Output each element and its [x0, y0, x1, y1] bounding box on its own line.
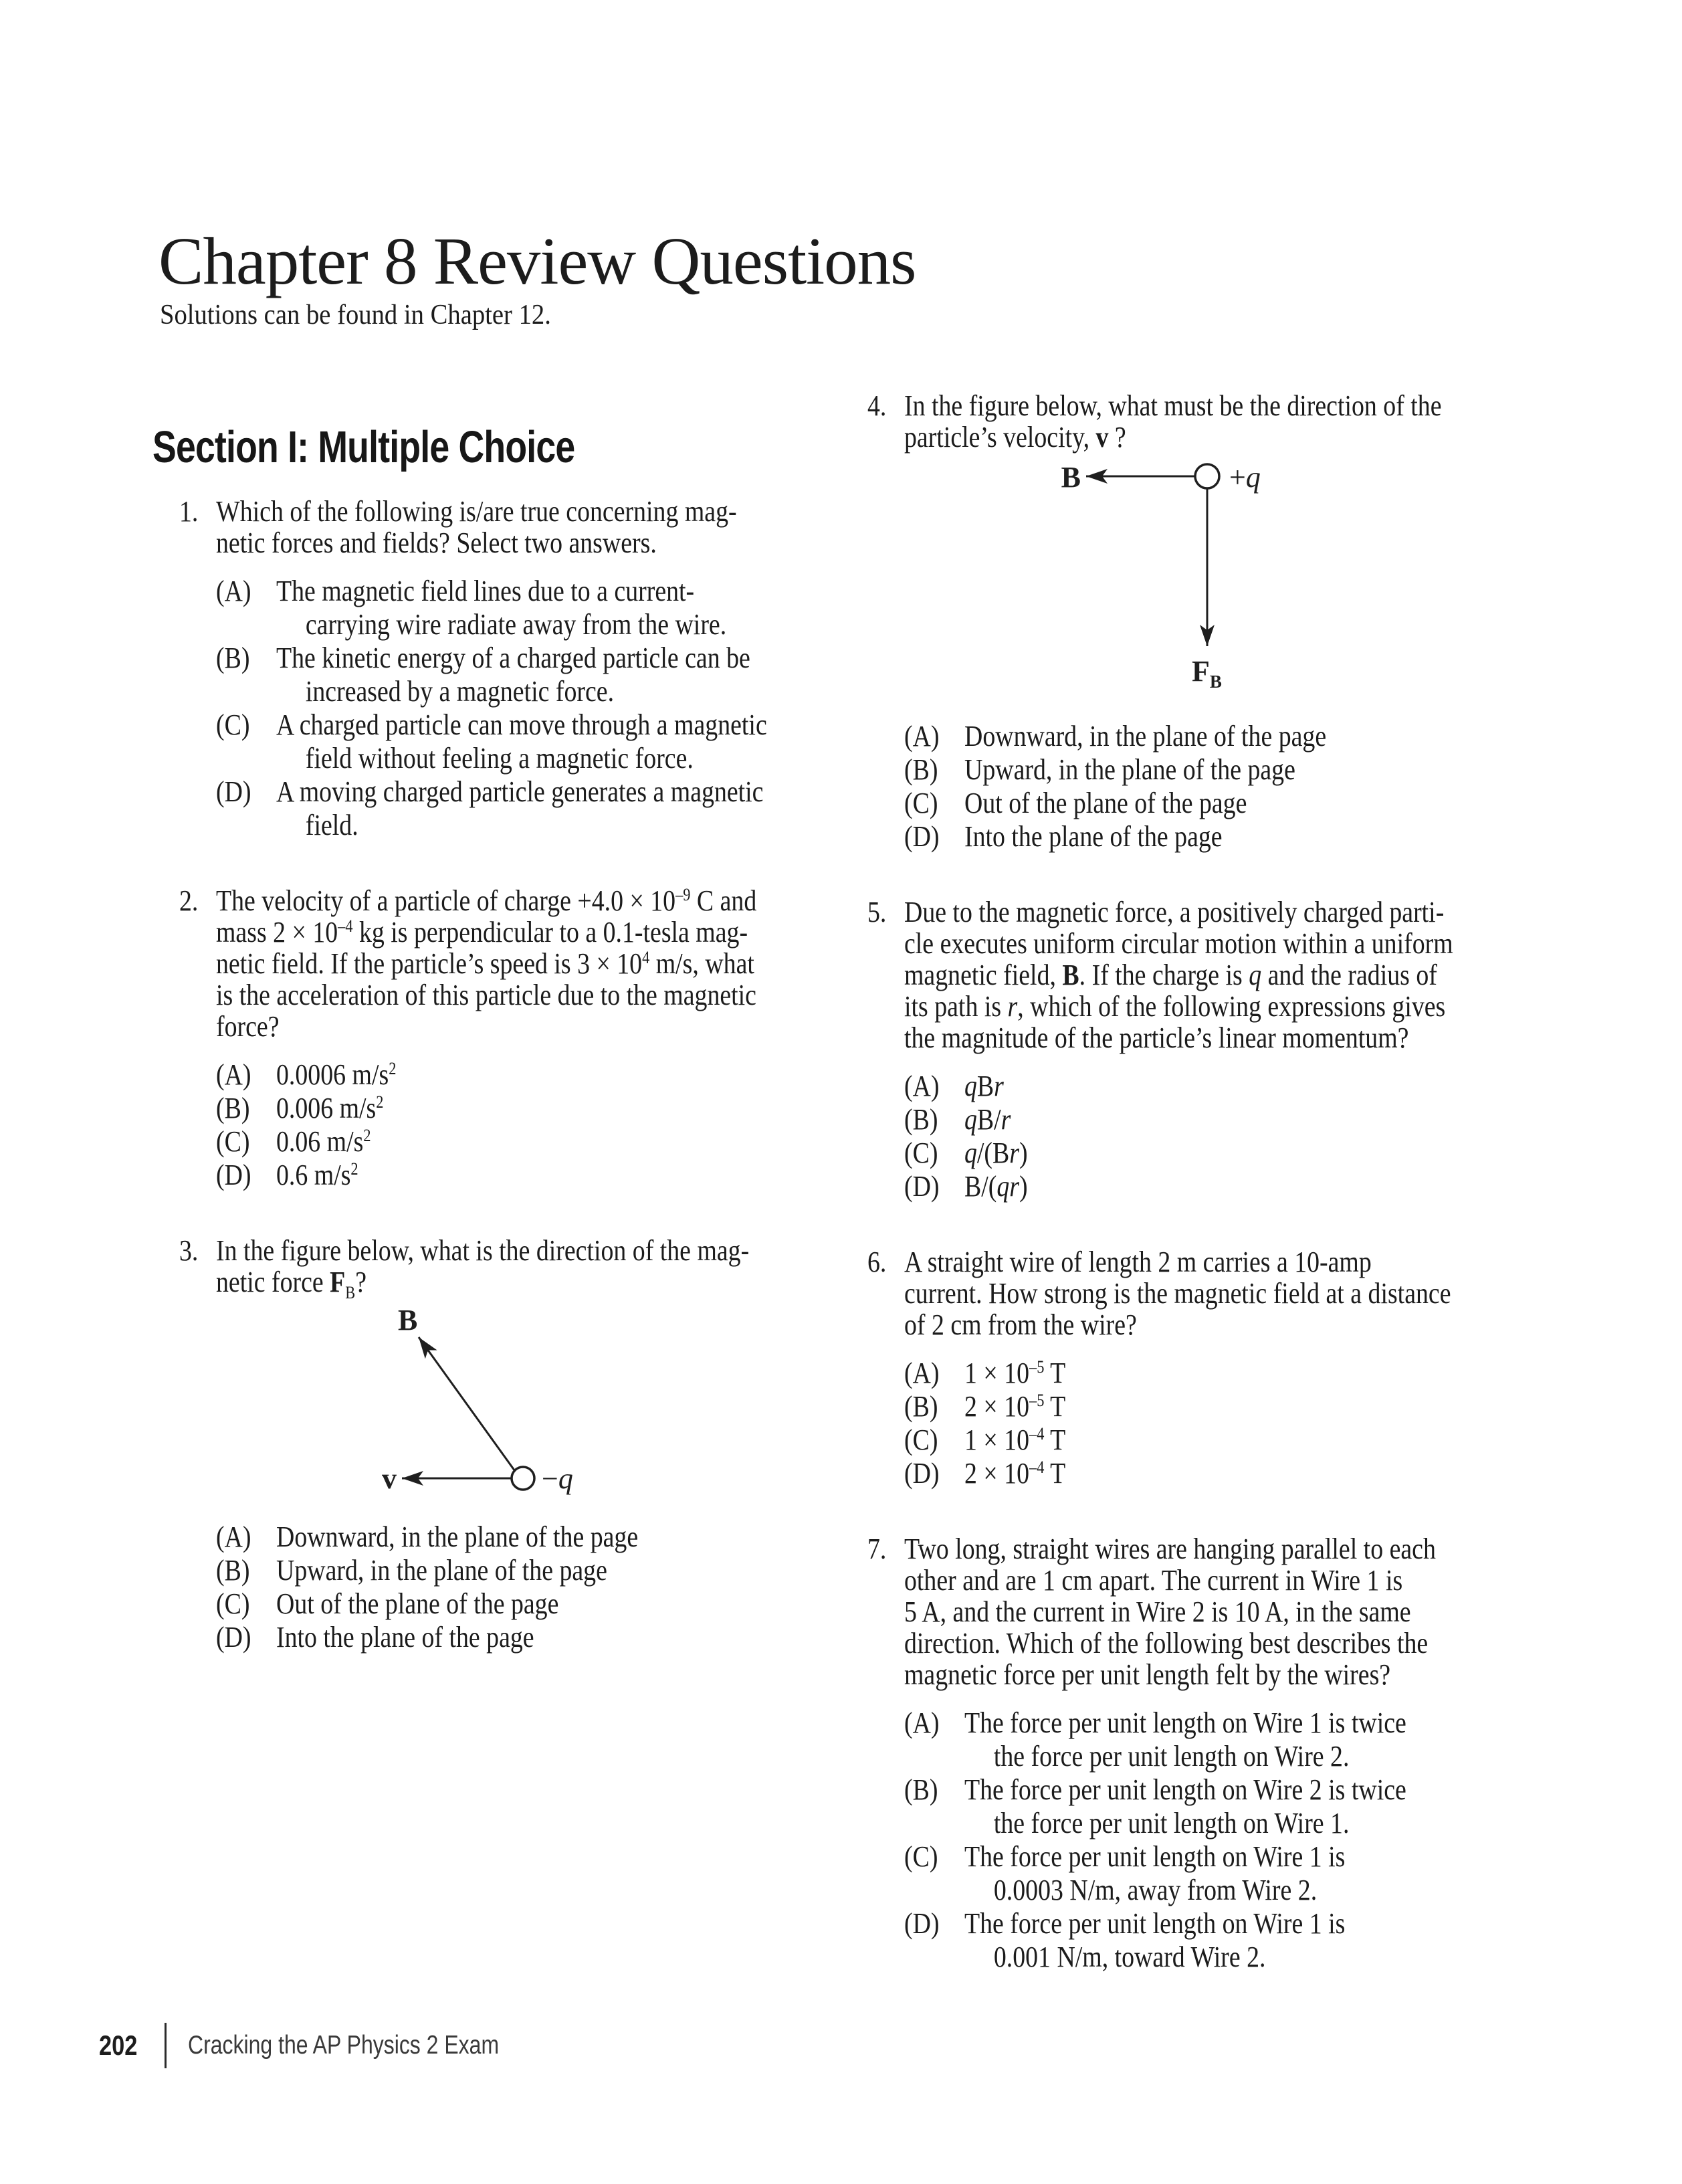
question-text-line: A straight wire of length 2 m carries a 10-amp	[904, 1246, 1372, 1278]
choice-label: (D)	[904, 820, 940, 853]
choice-text-line: 0.0006 $m/s^2$	[276, 1058, 397, 1091]
question-text-line: force?	[216, 1010, 280, 1043]
choice-text	[276, 708, 821, 775]
choice-row	[216, 1520, 821, 1554]
choice-label: (B)	[904, 1773, 938, 1806]
question-text-line: of 2 cm from the wire?	[904, 1308, 1137, 1341]
choice-row	[216, 575, 821, 641]
choice-text-line: the force per unit length on Wire 2.	[993, 1740, 1350, 1773]
force-label: $F_B$	[1192, 655, 1222, 692]
choice-label: (D)	[904, 1170, 940, 1203]
choice-row	[904, 1357, 1509, 1390]
velocity-label: v	[382, 1462, 397, 1495]
question-text-line: 5 A, and the current in Wire 2 is 10 A, in the same	[904, 1595, 1411, 1628]
question-text-line: Due to the magnetic force, a positively charged parti-	[904, 896, 1445, 928]
choice-row	[216, 641, 821, 708]
choice-text	[964, 1706, 1509, 1773]
question-block	[179, 1235, 821, 1654]
question-text-line: its path is r, which of the following expressions gives	[904, 990, 1446, 1023]
section-heading: Section I: Multiple Choice	[152, 421, 575, 472]
footer-divider	[165, 2023, 167, 2068]
question-text	[216, 885, 821, 1042]
choice-text-line: $1 \times 10^{-5}$ T	[964, 1357, 1066, 1389]
question-text	[904, 390, 1509, 453]
choice-text-line: A charged particle can move through a magnetic	[276, 708, 767, 741]
choice-text-line: $2 \times 10^{-5}$ T	[964, 1390, 1066, 1423]
choice-text	[276, 1554, 821, 1587]
choice-text-line: qB/r	[964, 1103, 1011, 1136]
choice-row	[904, 820, 1509, 854]
choice-row	[904, 720, 1509, 753]
question-block	[179, 496, 821, 842]
choice-label: (A)	[904, 1357, 940, 1389]
choice-label: (D)	[904, 1457, 940, 1490]
question-block	[179, 885, 821, 1192]
choice-label: (D)	[216, 1621, 251, 1654]
question-text	[216, 496, 821, 559]
choice-label: (A)	[904, 720, 940, 753]
choice-row	[904, 1840, 1509, 1907]
choice-label: (A)	[216, 575, 251, 607]
question-text-line: magnetic force per unit length felt by the wires?	[904, 1658, 1391, 1691]
question-text-line: mass $2 \times 10^{-4}$ kg is perpendicular to a 0.1-tesla mag-	[216, 916, 748, 949]
choice-text-line: the force per unit length on Wire 1.	[993, 1807, 1350, 1840]
choice-label: (A)	[904, 1706, 940, 1739]
question-block	[867, 896, 1509, 1203]
column	[179, 496, 821, 1697]
choice-text-line: B/(qr)	[964, 1170, 1028, 1203]
question-text-line: particle’s velocity, v ?	[904, 421, 1126, 454]
choice-text	[276, 1621, 821, 1654]
question-block	[867, 1533, 1509, 1974]
choice-row	[904, 1907, 1509, 1974]
choice-text-line: 0.0003 N/m, away from Wire 2.	[993, 1874, 1318, 1906]
choice-label: (B)	[904, 753, 938, 786]
page-subtitle: Solutions can be found in Chapter 12.	[160, 300, 551, 330]
choice-text-line: Downward, in the plane of the page	[276, 1520, 639, 1553]
choice-row	[216, 1621, 821, 1654]
choice-text	[964, 753, 1509, 787]
charge-label: +q	[1229, 461, 1261, 494]
choice-text	[964, 1136, 1509, 1170]
choice-label: (A)	[904, 1070, 940, 1102]
charge-circle	[1195, 464, 1219, 488]
choice-row	[904, 1390, 1509, 1423]
question-text-line: cle executes uniform circular motion within a uniform	[904, 927, 1453, 960]
question-text-line: magnetic field, B. If the charge is q and the radius of	[904, 959, 1437, 991]
choice-row	[904, 1423, 1509, 1457]
question-text-line: direction. Which of the following best describes the	[904, 1627, 1429, 1660]
choice-text-line: The force per unit length on Wire 1 is twice	[964, 1706, 1406, 1739]
choice-text-line: Out of the plane of the page	[276, 1587, 559, 1620]
choice-label: (B)	[904, 1103, 938, 1136]
choice-row	[904, 753, 1509, 787]
choice-row	[216, 1159, 821, 1192]
choice-text	[276, 575, 821, 641]
choice-label: (C)	[904, 787, 938, 819]
choice-row	[904, 1457, 1509, 1490]
choice-label: (D)	[216, 775, 251, 808]
question-number: 1.	[179, 495, 199, 528]
choice-label: (B)	[216, 1554, 250, 1587]
question-block	[867, 1246, 1509, 1490]
choice-label: (A)	[216, 1520, 251, 1553]
question-number: 2.	[179, 884, 199, 917]
question-text-line: other and are 1 cm apart. The current in Wire 1 is	[904, 1564, 1403, 1597]
choice-text-line: $1 \times 10^{-4}$ T	[964, 1423, 1066, 1456]
choice-row	[216, 1058, 821, 1092]
question-text-line: current. How strong is the magnetic field at a distance	[904, 1277, 1451, 1310]
choice-row	[216, 1125, 821, 1159]
choices-list	[904, 1706, 1509, 1974]
choice-label: (C)	[216, 1587, 250, 1620]
choice-text-line: The magnetic field lines due to a current-	[276, 575, 695, 607]
choice-text	[276, 1092, 821, 1125]
question-text-line: Which of the following is/are true concerning mag-	[216, 495, 737, 528]
choice-text-line: 0.006 $m/s^2$	[276, 1092, 384, 1124]
question-text	[904, 1246, 1509, 1341]
choice-label: (C)	[904, 1840, 938, 1873]
choice-text-line: carrying wire radiate away from the wire.	[305, 608, 727, 641]
choice-text	[964, 1457, 1509, 1490]
choice-text	[964, 1070, 1509, 1103]
choice-text-line: Downward, in the plane of the page	[964, 720, 1327, 753]
choice-row	[904, 1170, 1509, 1203]
choice-text-line: qBr	[964, 1070, 1004, 1102]
question-text-line: Two long, straight wires are hanging parallel to each	[904, 1532, 1436, 1565]
choice-text	[964, 1840, 1509, 1907]
question-text	[216, 1234, 821, 1302]
choice-text-line: field without feeling a magnetic force.	[305, 742, 694, 775]
choice-text-line: Upward, in the plane of the page	[276, 1554, 607, 1587]
choice-text-line: $2 \times 10^{-4}$ T	[964, 1457, 1066, 1490]
choice-text	[964, 720, 1509, 753]
choice-text-line: Out of the plane of the page	[964, 787, 1247, 819]
choice-row	[904, 1070, 1509, 1103]
choice-text	[964, 1357, 1509, 1390]
choice-row	[216, 708, 821, 775]
choice-row	[216, 1587, 821, 1621]
question-text	[904, 1533, 1509, 1690]
b-field-label: B	[1061, 461, 1081, 494]
b-field-label: B	[398, 1304, 418, 1336]
choice-text	[276, 641, 821, 708]
question-text-line: In the figure below, what must be the direction of the	[904, 389, 1442, 422]
question-text-line: The velocity of a particle of charge $+4.0 \times 10^{-9}$ C and	[216, 884, 757, 917]
question-text	[904, 896, 1509, 1054]
choice-label: (B)	[216, 641, 250, 674]
choice-text	[964, 1103, 1509, 1136]
choice-text	[276, 1058, 821, 1092]
charge-label: −q	[542, 1462, 573, 1495]
choice-text	[276, 1125, 821, 1159]
choice-row	[216, 1092, 821, 1125]
choice-row	[904, 1103, 1509, 1136]
page-number: 202	[99, 2029, 138, 2061]
choice-text-line: The force per unit length on Wire 1 is	[964, 1907, 1346, 1940]
choice-label: (C)	[216, 1125, 250, 1158]
choice-text-line: 0.001 N/m, toward Wire 2.	[993, 1941, 1266, 1973]
choice-row	[904, 1136, 1509, 1170]
choice-text-line: The kinetic energy of a charged particle can be	[276, 641, 750, 674]
choice-text	[964, 1423, 1509, 1457]
choice-text	[964, 1773, 1509, 1840]
choice-text	[276, 775, 821, 842]
charge-field-diagram-q3	[216, 1304, 591, 1504]
choices-list	[904, 720, 1509, 854]
question-diagram	[216, 1304, 821, 1504]
choice-text	[964, 1390, 1509, 1423]
choice-text-line: 0.06 $m/s^2$	[276, 1125, 371, 1158]
page-title: Chapter 8 Review Questions	[159, 223, 916, 298]
choice-label: (D)	[904, 1907, 940, 1940]
question-text-line: netic force $F_B$?	[216, 1266, 367, 1302]
question-diagram	[904, 453, 1509, 704]
choice-row	[904, 1773, 1509, 1840]
choice-row	[216, 775, 821, 842]
choice-text	[276, 1520, 821, 1554]
choice-row	[904, 1706, 1509, 1773]
question-text-line: is the acceleration of this particle due to the magnetic	[216, 979, 756, 1011]
choice-row	[216, 1554, 821, 1587]
choice-text-line: Into the plane of the page	[276, 1621, 534, 1654]
choice-text-line: field.	[305, 809, 358, 841]
choice-label: (B)	[216, 1092, 250, 1124]
choices-list	[904, 1357, 1509, 1490]
choice-row	[904, 787, 1509, 820]
choice-text	[276, 1159, 821, 1192]
question-number: 3.	[179, 1234, 199, 1267]
choice-text	[964, 820, 1509, 854]
choice-text-line: A moving charged particle generates a magnetic	[276, 775, 764, 808]
choices-list	[904, 1070, 1509, 1203]
choice-text-line: The force per unit length on Wire 2 is twice	[964, 1773, 1406, 1806]
question-text-line: netic field. If the particle’s speed is $3 \times 10^4$ m/s, what	[216, 947, 754, 980]
question-number: 7.	[867, 1532, 887, 1565]
choices-list	[216, 1520, 821, 1654]
choice-label: (C)	[904, 1423, 938, 1456]
question-text-line: In the figure below, what is the direction of the mag-	[216, 1234, 750, 1267]
choice-text-line: The force per unit length on Wire 1 is	[964, 1840, 1346, 1873]
b-field-arrow	[419, 1337, 516, 1473]
choice-text	[964, 787, 1509, 820]
choice-text-line: 0.6 $m/s^2$	[276, 1159, 358, 1191]
column	[867, 390, 1509, 2017]
book-title: Cracking the AP Physics 2 Exam	[188, 2031, 500, 2060]
choice-text-line: Into the plane of the page	[964, 820, 1223, 853]
charge-circle	[512, 1467, 534, 1490]
page-footer	[99, 2021, 567, 2070]
question-number: 6.	[867, 1246, 887, 1278]
choice-label: (C)	[904, 1136, 938, 1169]
choice-text-line: increased by a magnetic force.	[305, 675, 615, 708]
choice-text	[276, 1587, 821, 1621]
question-block	[867, 390, 1509, 854]
question-text-line: netic forces and fields? Select two answers.	[216, 526, 657, 559]
charge-field-diagram-q4	[904, 453, 1305, 704]
question-number: 5.	[867, 896, 887, 928]
choice-label: (A)	[216, 1058, 251, 1091]
choices-list	[216, 575, 821, 842]
choice-text-line: q/(Br)	[964, 1136, 1028, 1169]
question-text-line: the magnitude of the particle’s linear momentum?	[904, 1021, 1409, 1054]
choice-text-line: Upward, in the plane of the page	[964, 753, 1295, 786]
choice-label: (D)	[216, 1159, 251, 1191]
choice-label: (C)	[216, 708, 250, 741]
choice-text	[964, 1907, 1509, 1974]
choice-label: (B)	[904, 1390, 938, 1423]
choices-list	[216, 1058, 821, 1192]
choice-text	[964, 1170, 1509, 1203]
question-number: 4.	[867, 389, 887, 422]
